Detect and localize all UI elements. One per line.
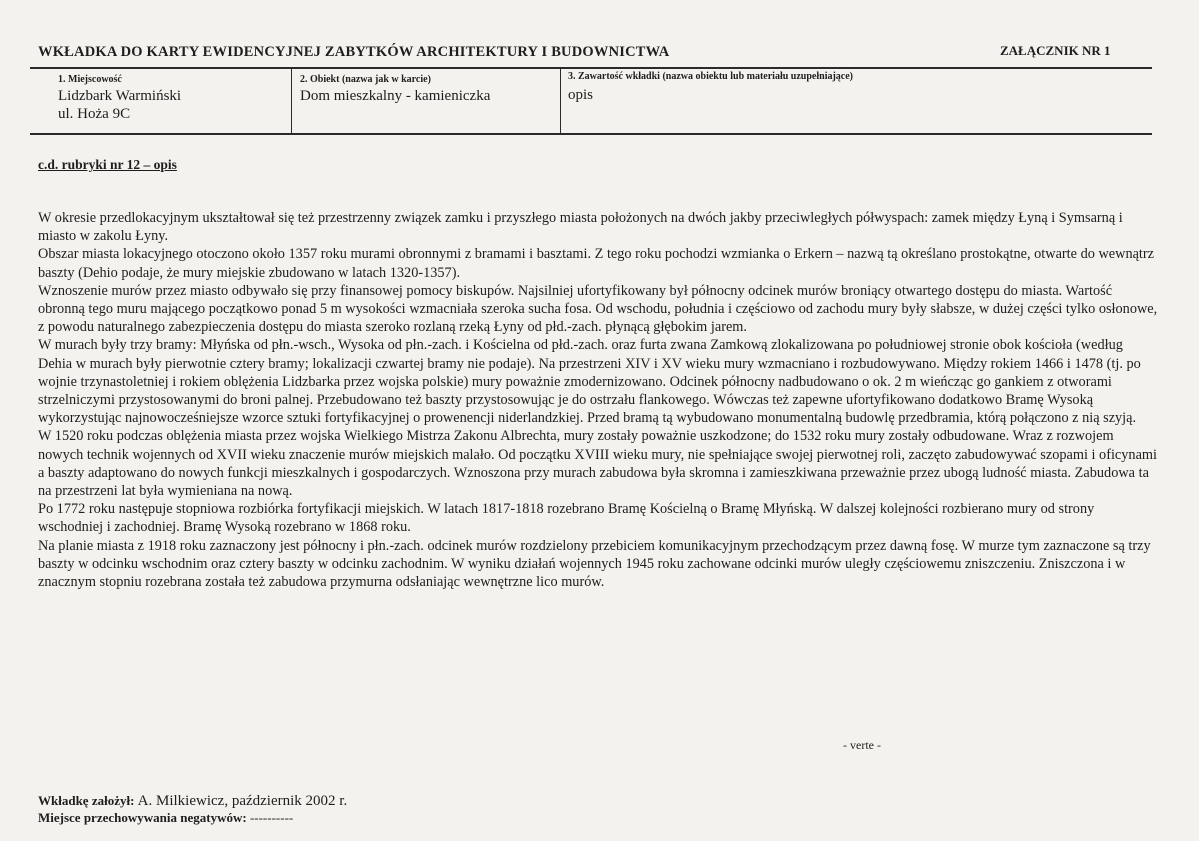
storage-value: ---------- bbox=[249, 810, 294, 825]
section-heading: c.d. rubryki nr 12 – opis bbox=[38, 157, 177, 172]
top-rule bbox=[30, 67, 1152, 69]
annex-label: ZAŁĄCZNIK NR 1 bbox=[1000, 43, 1111, 58]
field-locality-line-1: Lidzbark Warmiński bbox=[58, 88, 182, 104]
author-label: Wkładkę założył: bbox=[38, 793, 135, 808]
field-locality-label: 1. Miejscowość bbox=[58, 74, 122, 85]
field-object-label: 2. Obiekt (nazwa jak w karcie) bbox=[300, 74, 431, 85]
verte-note: - verte - bbox=[843, 738, 881, 752]
column-divider-1 bbox=[291, 67, 292, 134]
description-body bbox=[38, 209, 1158, 591]
paragraph: Obszar miasta lokacyjnego otoczono około 1357 roku murami obronnymi z bramami i basztami. Z tego roku pochodzi wzmianka o Erkern – nazwą tą określano prostokątne, otwarte do wewnątrz baszty (Dehio podaje, że mury miejskie zbudowano w latach 1320-1357). bbox=[38, 246, 1155, 281]
storage-line bbox=[38, 810, 293, 826]
paragraph: W okresie przedlokacyjnym ukształtował się też przestrzenny związek zamku i przyszłego miasta położonych na dwóch jakby przeciwległych półwyspach: zamek między Łyną i Symsarną i miasto w zakolu Łyny. bbox=[38, 210, 1123, 245]
field-locality-line-2: ul. Hoża 9C bbox=[58, 106, 131, 122]
paragraph: W murach były trzy bramy: Młyńska od płn.-wsch., Wysoka od płn.-zach. i Kościelna od płd.-zach. oraz furta zwana Zamkową zlokalizowana po południowej stronie obok kościoła (według Dehia w murach były pierwotnie cztery bramy; lokalizacji czwartej bramy nie podaje). Na przestrzeni XIV i XV wieku mury wzmacniano i rozbudowywano. Między rokiem 1466 i 1478 (tj. po wojnie trzynastoletniej i rokiem oblężenia Lidzbarka przez wojska polskie) mury poważnie zmodernizowano. Odcinek północny nadbudowano o ok. 2 m wieńcząc go gankiem z otworami strzelniczymi przystosowanymi do broni palnej. Przebudowano też baszty przystosowując je do ostrzału flankowego. Wówczas też zapewne ufortyfikowano dodatkowo Bramę Wysoką wykorzystując najnowocześniejsze wzorce sztuki fortyfikacyjnej o prowenencji niderlandzkiej. Przed bramą tą wybudowano monumentalną budowlę przedbramia, którą połączono z nią szyją. bbox=[38, 337, 1141, 427]
paragraph: Po 1772 roku następuje stopniowa rozbiórka fortyfikacji miejskich. W latach 1817-1818 rozebrano Bramę Kościelną o Bramę Młyńską. W dalszej kolejności rozbierano mury od strony wschodniej i zachodniej. Bramę Wysoką rozebrano w 1868 roku. bbox=[38, 501, 1095, 536]
paragraph: Na planie miasta z 1918 roku zaznaczony jest północny i płn.-zach. odcinek murów rozdzielony przebiciem komunikacyjnym przechodzącym przez dawną fosę. W murze tym zaznaczone są trzy baszty w odcinku wschodnim oraz cztery baszty w odcinku zachodnim. W wyniku działań wojennych 1945 roku zachowane odcinki murów uległy częściowemu zniszczeniu. Zniszczona i w znacznym stopniu rozebrana została też zabudowa przymurna odsłaniając wewnętrzne lico murów. bbox=[38, 537, 1151, 591]
paragraph: W 1520 roku podczas oblężenia miasta przez wojska Wielkiego Mistrza Zakonu Albrechta, mury zostały poważnie uszkodzone; do 1532 roku mury zostały odbudowane. Wraz z rozwojem nowych technik wojennych od XVII wieku znaczenie murów miejskich malało. Od początku XVIII wieku mury, nie spełniające swojej pierwotnej roli, zaczęto zabudowywać szopami i oficynami a baszty adaptowano do nowych funkcji mieszkalnych i gospodarczych. Wznoszona przy murach zabudowa była skromna i zamieszkiwana przeważnie przez ubogą ludność miasta. Zabudowa ta na przestrzeni lat była wymieniana na nową. bbox=[38, 428, 1158, 500]
field-object-value: Dom mieszkalny - kamieniczka bbox=[300, 88, 491, 104]
paragraph: Wznoszenie murów przez miasto odbywało się przy finansowej pomocy biskupów. Najsilniej ufortyfikowany był północny odcinek murów broniący otwartego dostępu do miasta. Wartość obronną tego muru mającego początkowo ponad 5 m wysokości wzmacniała szeroka sucha fosa. Od wschodu, południa i częściowo od zachodu mury były słabsze, w dużej części tylko osłonowe, z powodu naturalnego zabezpieczenia dostępu do miasta szeroko rozlaną rzeką Łyny od płd.-zach. płynącą głębokim jarem. bbox=[38, 282, 1158, 336]
field-object bbox=[300, 74, 490, 105]
column-divider-2 bbox=[560, 67, 561, 134]
header-bottom-rule bbox=[30, 133, 1152, 135]
author-line bbox=[38, 793, 347, 810]
document-title: WKŁADKA DO KARTY EWIDENCYJNEJ ZABYTKÓW ARCHITEKTURY I BUDOWNICTWA bbox=[38, 44, 670, 60]
author-value: A. Milkiewicz, październik 2002 r. bbox=[137, 793, 348, 809]
field-content bbox=[568, 71, 853, 104]
field-content-value: opis bbox=[568, 87, 594, 103]
field-locality bbox=[58, 74, 181, 123]
field-content-label: 3. Zawartość wkładki (nazwa obiektu lub materiału uzupełniające) bbox=[568, 71, 854, 82]
storage-label: Miejsce przechowywania negatywów: bbox=[38, 810, 247, 825]
